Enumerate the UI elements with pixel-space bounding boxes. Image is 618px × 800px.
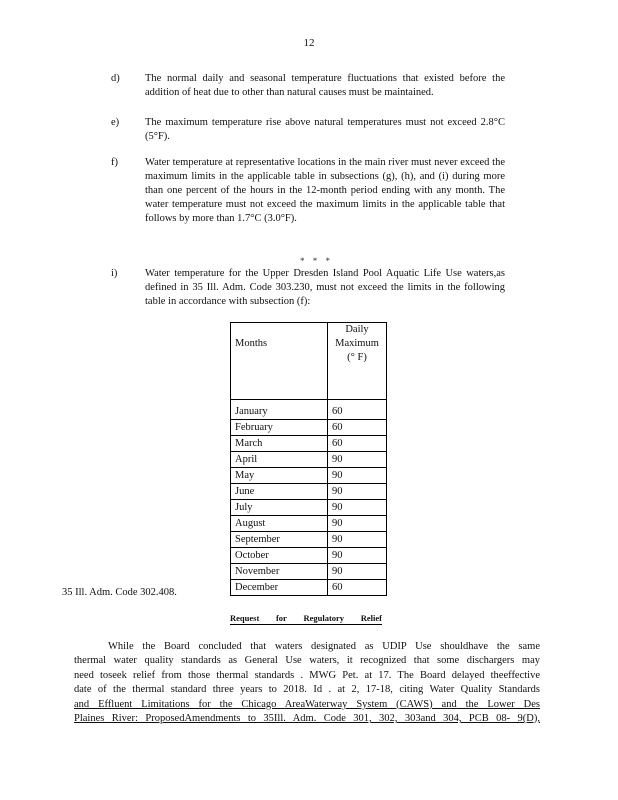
table-row <box>231 532 387 548</box>
value-cell: 60 <box>328 436 387 452</box>
month-cell: February <box>231 420 328 436</box>
value-cell: 90 <box>328 468 387 484</box>
header-max-line3: (° F) <box>347 352 367 363</box>
table-row <box>231 484 387 500</box>
table-header-row <box>231 323 387 400</box>
value-cell: 90 <box>328 452 387 468</box>
paragraph-line: While the Board concluded that waters designated as UDIP Use shouldhave the same <box>108 641 540 652</box>
item-label: e) <box>111 117 120 128</box>
month-cell: April <box>231 452 328 468</box>
value-cell: 90 <box>328 516 387 532</box>
value-cell: 90 <box>328 564 387 580</box>
section-separator: * * * <box>300 256 333 266</box>
temperature-table <box>230 322 387 596</box>
paragraph-line: Plaines River: ProposedAmendments to 35Ill. Adm. Code 301, 302, 303and 304, PCB 08- 9(D), <box>74 713 540 725</box>
month-cell: March <box>231 436 328 452</box>
section-heading <box>230 613 382 625</box>
month-cell: August <box>231 516 328 532</box>
heading-word: for <box>275 613 287 623</box>
month-cell: November <box>231 564 328 580</box>
heading-word: Request <box>230 613 260 623</box>
table-row <box>231 564 387 580</box>
month-cell: January <box>231 404 328 420</box>
table-row <box>231 580 387 596</box>
header-daily-maximum <box>328 323 387 400</box>
paragraph-line: and Effluent Limitations for the Chicago AreaWaterway System (CAWS) and the Lower Des <box>74 698 540 710</box>
table-row <box>231 468 387 484</box>
month-cell: September <box>231 532 328 548</box>
item-label: f) <box>111 157 118 168</box>
item-text: Water temperature for the Upper Dresden Island Pool Aquatic Life Use waters,as defined in 35 Ill. Adm. Code 303.230, must not exceed the limits in the following table in accordance with subsection (f): <box>145 268 505 307</box>
month-cell: June <box>231 484 328 500</box>
value-cell: 60 <box>328 404 387 420</box>
paragraph-line: thermal water quality standards as General Use waters, it recognized that some dischargers may <box>74 655 540 667</box>
item-text: The normal daily and seasonal temperature fluctuations that existed before the addition of heat due to other than natural causes must be maintained. <box>145 73 505 98</box>
value-cell: 60 <box>328 580 387 596</box>
month-cell: May <box>231 468 328 484</box>
item-label: i) <box>111 268 118 279</box>
value-cell: 90 <box>328 500 387 516</box>
heading-word: Regulatory <box>303 613 345 623</box>
month-cell: December <box>231 580 328 596</box>
value-cell: 90 <box>328 548 387 564</box>
paragraph-line: need toseek relief from those thermal standards . MWG Pet. at 17. The Board delayed theeffective <box>74 669 540 681</box>
item-label: d) <box>111 73 120 84</box>
value-cell: 90 <box>328 484 387 500</box>
paragraph-line: date of the thermal standard three years to 2018. Id . at 2, 17-18, citing Water Quality Standards <box>74 684 540 696</box>
citation: 35 Ill. Adm. Code 302.408. <box>62 587 177 598</box>
month-cell: July <box>231 500 328 516</box>
table-row <box>231 516 387 532</box>
value-cell: 60 <box>328 420 387 436</box>
item-text: The maximum temperature rise above natural temperatures must not exceed 2.8°C (5°F). <box>145 117 505 142</box>
heading-word: Relief <box>360 613 382 623</box>
table-row <box>231 404 387 420</box>
header-months: Months <box>231 323 328 400</box>
body-paragraph <box>74 640 540 726</box>
table-row <box>231 436 387 452</box>
page-number: 12 <box>303 37 315 49</box>
item-text: Water temperature at representative locations in the main river must never exceed the maximum limits in the applicable table in subsections (g), (h), and (i) during more than one percent of the hours in the 12-month period ending with any month. The water temperature must not exceed the maximum limits in the applicable table that follows by more than 1.7°C (3.0°F). <box>145 157 505 224</box>
table-row <box>231 548 387 564</box>
month-cell: October <box>231 548 328 564</box>
header-max-line1: Daily <box>345 324 369 335</box>
table-row <box>231 420 387 436</box>
value-cell: 90 <box>328 532 387 548</box>
header-max-line2: Maximum <box>335 338 379 349</box>
table-row <box>231 452 387 468</box>
table-row <box>231 500 387 516</box>
